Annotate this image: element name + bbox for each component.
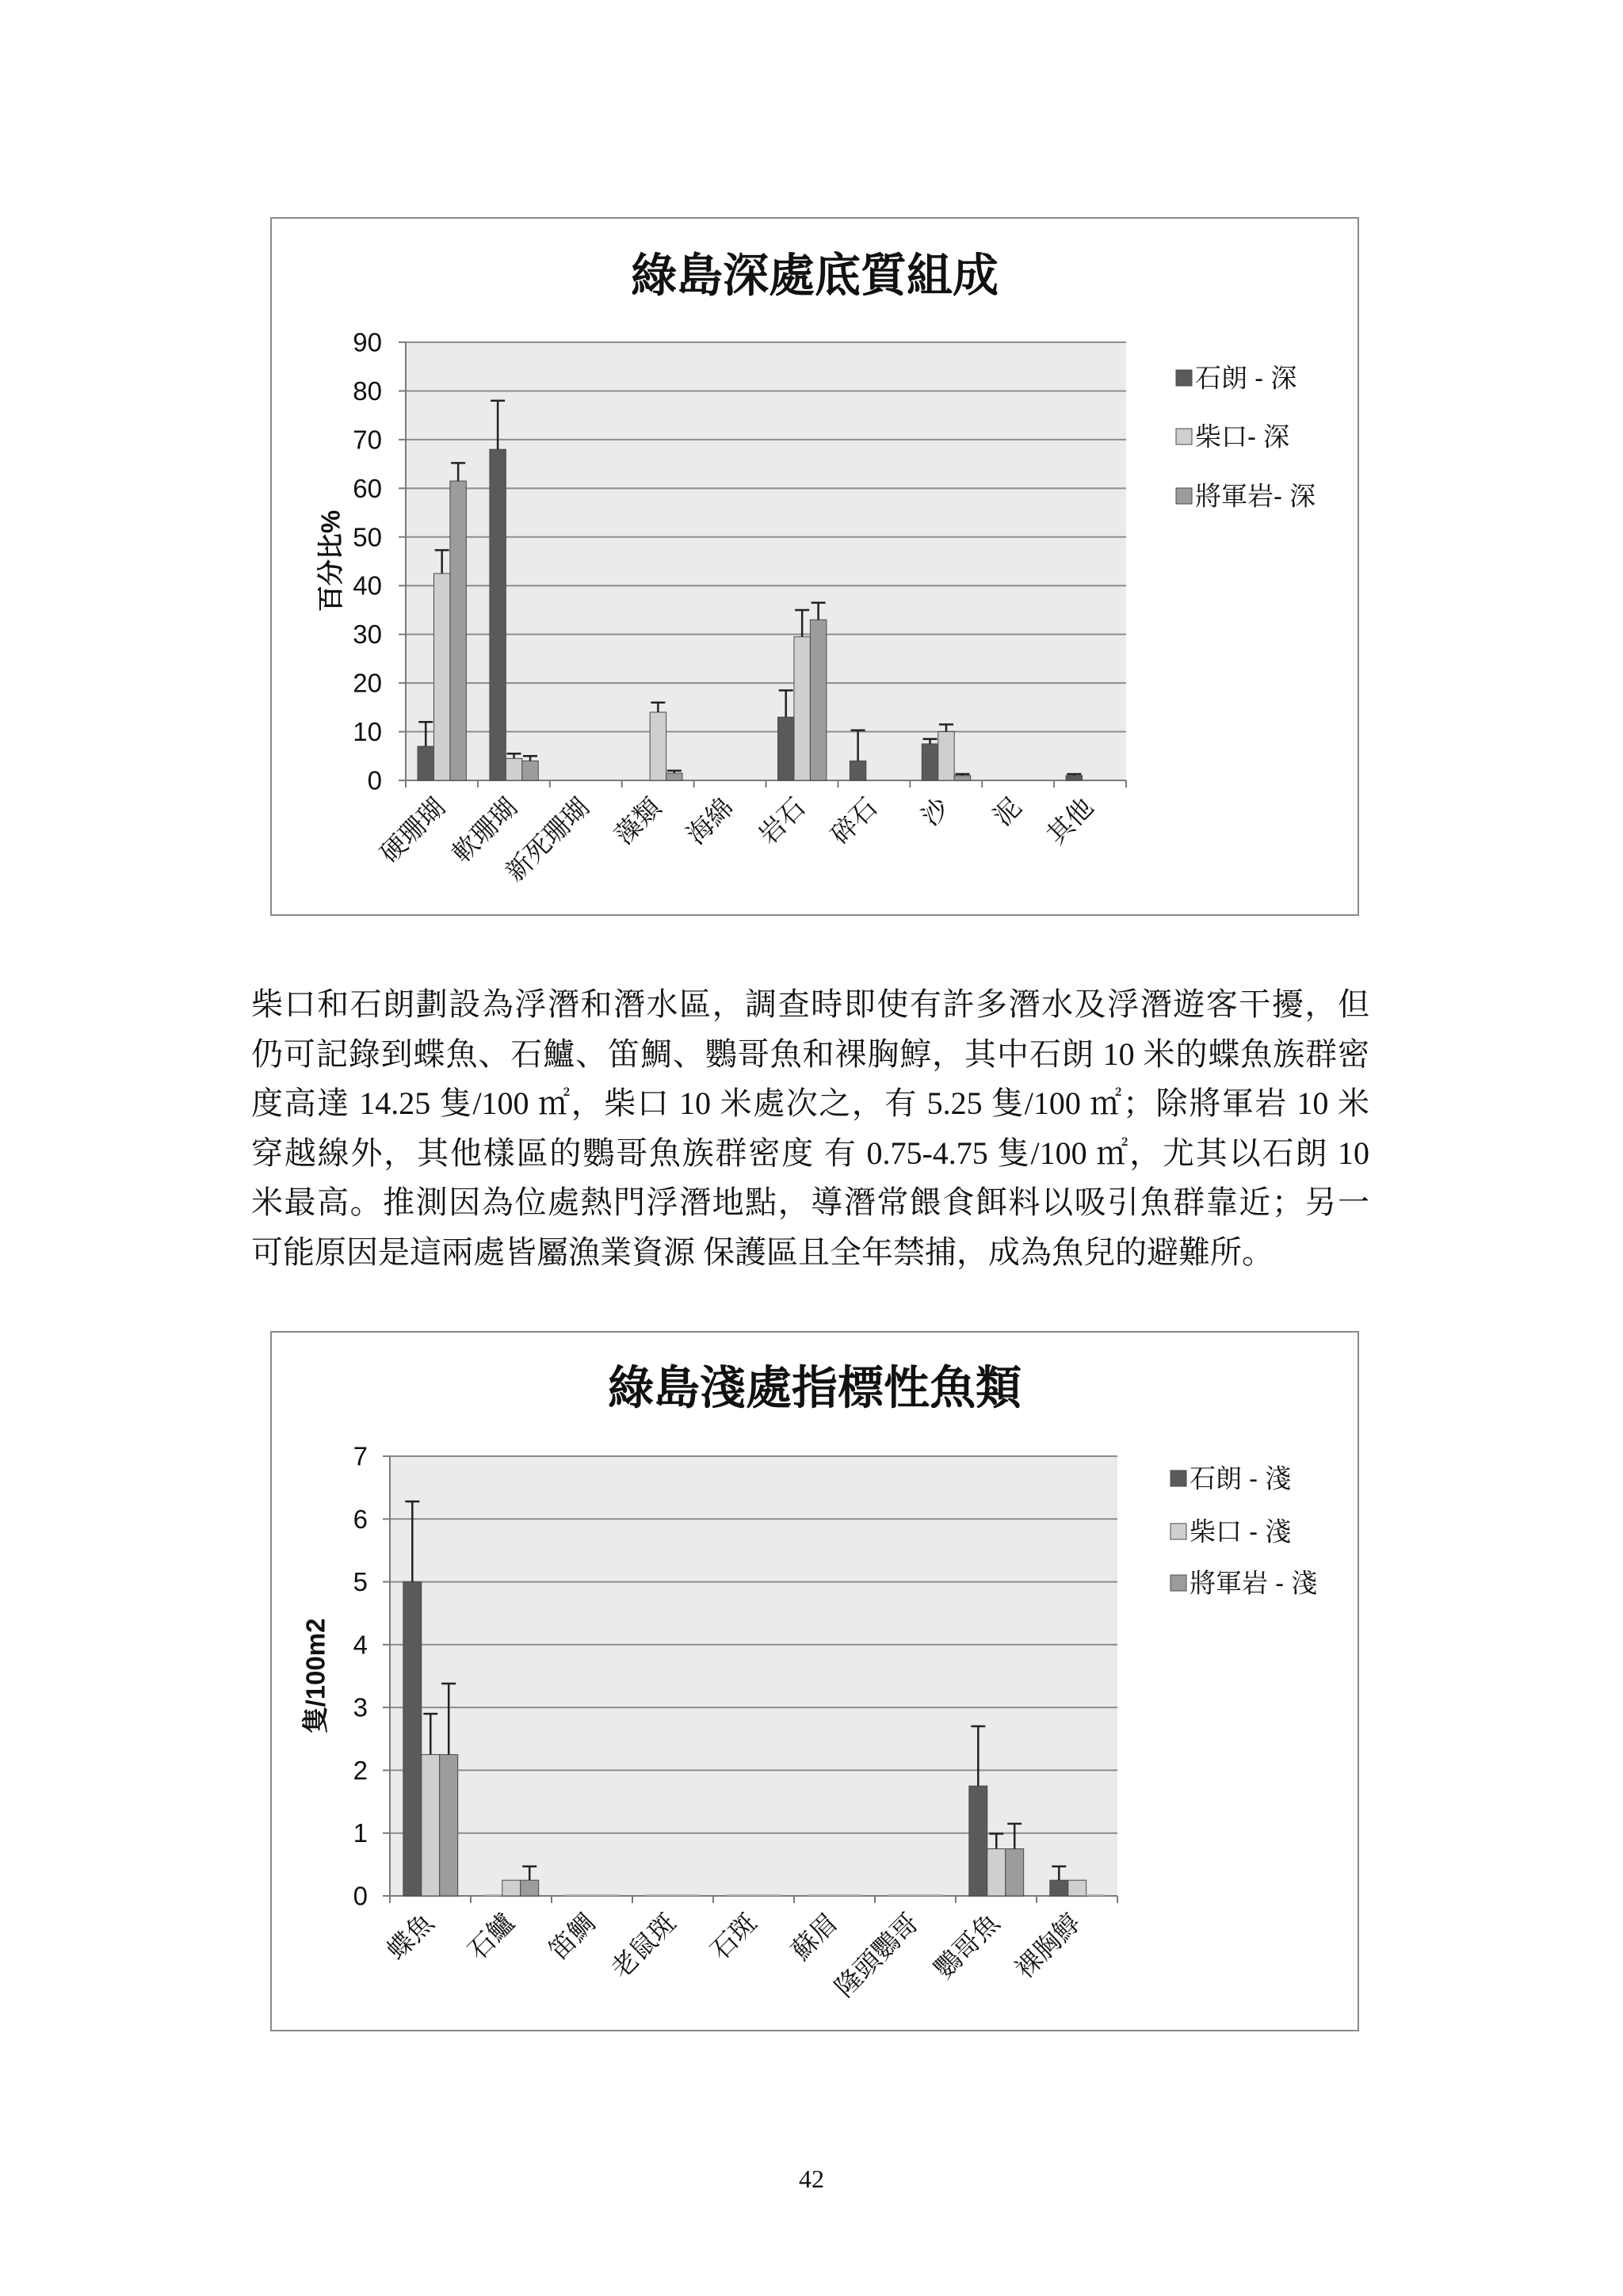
chart2-bar-s2-c5 bbox=[844, 1894, 862, 1896]
chart2-category-label: 笛鯛 bbox=[543, 1907, 601, 1966]
chart2-bar-s1-c6 bbox=[907, 1894, 925, 1896]
chart1-category-label: 硬珊瑚 bbox=[374, 791, 451, 868]
chart1-bar-s1-c7 bbox=[938, 732, 954, 780]
chart1-y-tick-label: 40 bbox=[353, 570, 382, 601]
chart2-legend-swatch-s1 bbox=[1170, 1524, 1186, 1539]
chart2-title: 綠島淺處指標性魚類 bbox=[607, 1362, 1022, 1414]
chart1-legend-label-s1: 柴口- 深 bbox=[1195, 421, 1290, 452]
chart1-category-label: 軟珊瑚 bbox=[446, 791, 523, 868]
chart1-legend-swatch-s1 bbox=[1176, 429, 1192, 444]
chart1-legend-label-s0: 石朗 - 深 bbox=[1195, 363, 1297, 393]
paragraph-line: 穿越線外，其他樣區的鸚哥魚族群密度 有 0.75-4.75 隻/100 ㎡，尤其以石朗 10 bbox=[251, 1135, 1369, 1171]
chart2-bar-s1-c4 bbox=[745, 1894, 763, 1896]
chart2-y-tick-label: 7 bbox=[353, 1441, 368, 1471]
chart1-category-label: 藻類 bbox=[609, 791, 667, 850]
chart1-bar-s1-c1 bbox=[506, 758, 521, 780]
chart1-y-tick-label: 80 bbox=[353, 376, 382, 406]
chart1-category-label: 其他 bbox=[1041, 791, 1099, 850]
chart2-category-label: 隆頭鸚哥 bbox=[829, 1907, 924, 2003]
chart1-category-label: 碎石 bbox=[824, 791, 883, 850]
chart1-bar-s2-c5 bbox=[810, 620, 826, 780]
chart2-y-tick-label: 5 bbox=[353, 1567, 368, 1597]
chart1-bar-s2-c3 bbox=[666, 773, 682, 780]
chart2-bar-s1-c3 bbox=[664, 1894, 682, 1896]
chart2-category-label: 蘇眉 bbox=[785, 1907, 843, 1966]
chart1-y-tick-label: 60 bbox=[353, 473, 382, 503]
chart2-bar-s2-c1 bbox=[521, 1880, 539, 1896]
chart2-plot-area bbox=[390, 1456, 1117, 1896]
chart-shallow-indicator-fish bbox=[270, 1331, 1359, 2031]
chart1-category-label: 新死珊瑚 bbox=[499, 791, 595, 887]
chart1-bar-s0-c7 bbox=[922, 744, 938, 780]
paragraph-line: 柴口和石朗劃設為浮潛和潛水區，調查時即使有許多潛水及浮潛遊客干擾，但 bbox=[251, 986, 1369, 1022]
chart2-legend-swatch-s0 bbox=[1170, 1470, 1186, 1486]
chart1-y-tick-label: 20 bbox=[353, 668, 382, 698]
chart2-legend-label-s1: 柴口 - 淺 bbox=[1190, 1516, 1292, 1547]
chart2-bar-s1-c0 bbox=[422, 1755, 440, 1896]
chart2-bar-s2-c2 bbox=[601, 1894, 620, 1896]
chart2-category-label: 蝶魚 bbox=[381, 1907, 439, 1966]
chart2-bar-s0-c7 bbox=[969, 1786, 987, 1896]
chart2-bar-s0-c5 bbox=[808, 1894, 826, 1896]
chart2-bar-s0-c3 bbox=[646, 1894, 664, 1896]
chart1-bar-s1-c0 bbox=[433, 574, 449, 780]
chart1-bar-s0-c0 bbox=[418, 746, 433, 780]
chart-deep-substrate bbox=[270, 217, 1359, 916]
chart1-category-label: 泥 bbox=[987, 791, 1027, 832]
chart2-y-tick-label: 2 bbox=[353, 1755, 368, 1785]
chart1-y-tick-label: 70 bbox=[353, 425, 382, 455]
chart1-category-label: 沙 bbox=[915, 791, 955, 832]
chart2-legend-label-s0: 石朗 - 淺 bbox=[1190, 1463, 1292, 1493]
chart2-category-label: 裸胸鯙 bbox=[1009, 1907, 1086, 1984]
chart2-bar-s0-c8 bbox=[1050, 1880, 1068, 1896]
chart1-y-tick-label: 50 bbox=[353, 522, 382, 552]
chart2-bar-s2-c7 bbox=[1006, 1849, 1024, 1896]
chart2-bar-s1-c8 bbox=[1068, 1880, 1086, 1896]
chart2-y-tick-label: 6 bbox=[353, 1504, 368, 1534]
chart2-y-tick-label: 0 bbox=[353, 1881, 368, 1911]
chart1-y-tick-label: 90 bbox=[353, 327, 382, 357]
chart1-bar-s0-c6 bbox=[850, 761, 865, 780]
chart2-bar-s1-c1 bbox=[502, 1880, 521, 1896]
chart2-category-label: 石鱸 bbox=[462, 1907, 520, 1966]
chart2-bar-s0-c1 bbox=[484, 1894, 502, 1896]
chart2-legend-swatch-s2 bbox=[1170, 1575, 1186, 1591]
chart1-bar-s1-c5 bbox=[794, 637, 810, 780]
chart1-plot-area bbox=[406, 342, 1126, 780]
chart1-legend-label-s2: 將軍岩- 深 bbox=[1195, 481, 1316, 511]
chart2-bar-s0-c6 bbox=[888, 1894, 907, 1896]
body-paragraph bbox=[251, 980, 1369, 1277]
paragraph-line: 米最高。推測因為位處熱門浮潛地點，導潛常餵食餌料以吸引魚群靠近；另一 bbox=[251, 1184, 1369, 1220]
chart2-y-axis-label: 隻/100m2 bbox=[300, 1618, 330, 1733]
chart1-legend-swatch-s2 bbox=[1176, 488, 1192, 504]
chart2-legend-label-s2: 將軍岩 - 淺 bbox=[1190, 1568, 1318, 1598]
chart1-category-label: 海綿 bbox=[681, 791, 739, 850]
chart2-bar-s0-c2 bbox=[565, 1894, 583, 1896]
chart2-y-tick-label: 3 bbox=[353, 1692, 368, 1722]
chart2-y-tick-label: 4 bbox=[353, 1630, 368, 1660]
chart1-legend-swatch-s0 bbox=[1176, 370, 1192, 386]
chart2-category-label: 石斑 bbox=[705, 1907, 762, 1966]
chart1-category-label: 岩石 bbox=[753, 791, 811, 850]
chart1-title: 綠島深處底質組成 bbox=[630, 250, 999, 302]
chart1-y-tick-label: 10 bbox=[353, 717, 382, 747]
chart1-y-tick-label: 0 bbox=[367, 765, 382, 795]
chart2-bar-s0-c0 bbox=[403, 1582, 422, 1896]
chart2-y-tick-label: 1 bbox=[353, 1818, 368, 1848]
chart2-bar-s2-c3 bbox=[682, 1894, 701, 1896]
chart1-bar-s2-c7 bbox=[954, 776, 970, 780]
paragraph-line: 可能原因是這兩處皆屬漁業資源 保護區且全年禁捕，成為魚兒的避難所。 bbox=[251, 1234, 1274, 1270]
page-number: 42 bbox=[799, 2164, 824, 2193]
chart2-bar-s2-c6 bbox=[925, 1894, 943, 1896]
chart2-bar-s2-c0 bbox=[440, 1755, 458, 1896]
paragraph-line: 度高達 14.25 隻/100 ㎡，柴口 10 米處次之，有 5.25 隻/100 ㎡；除將軍岩 10 米 bbox=[251, 1085, 1369, 1121]
chart1-y-axis-label: 百分比% bbox=[315, 509, 346, 612]
chart2-category-label: 鸚哥魚 bbox=[928, 1907, 1005, 1984]
chart1-bar-s2-c1 bbox=[522, 761, 538, 780]
chart1-bar-s0-c5 bbox=[777, 717, 793, 780]
chart2-bar-s1-c7 bbox=[987, 1849, 1006, 1896]
chart2-bar-s2-c8 bbox=[1086, 1894, 1105, 1896]
chart1-bar-s2-c0 bbox=[450, 481, 466, 780]
chart2-category-label: 老鼠斑 bbox=[605, 1907, 682, 1984]
chart1-bar-s0-c1 bbox=[490, 449, 506, 780]
chart2-bar-s1-c2 bbox=[583, 1894, 601, 1896]
chart2-bar-s0-c4 bbox=[727, 1894, 745, 1896]
paragraph-line: 仍可記錄到蝶魚、石鱸、笛鯛、鸚哥魚和裸胸鯙，其中石朗 10 米的蝶魚族群密 bbox=[251, 1035, 1369, 1072]
chart2-bar-s2-c4 bbox=[763, 1894, 781, 1896]
chart1-bar-s1-c3 bbox=[650, 712, 666, 780]
chart1-bar-s0-c9 bbox=[1066, 776, 1082, 780]
chart-deep-substrate-svg bbox=[270, 217, 1359, 916]
chart2-bar-s1-c5 bbox=[826, 1894, 844, 1896]
chart-shallow-indicator-fish-svg bbox=[270, 1331, 1359, 2031]
chart1-y-tick-label: 30 bbox=[353, 620, 382, 650]
